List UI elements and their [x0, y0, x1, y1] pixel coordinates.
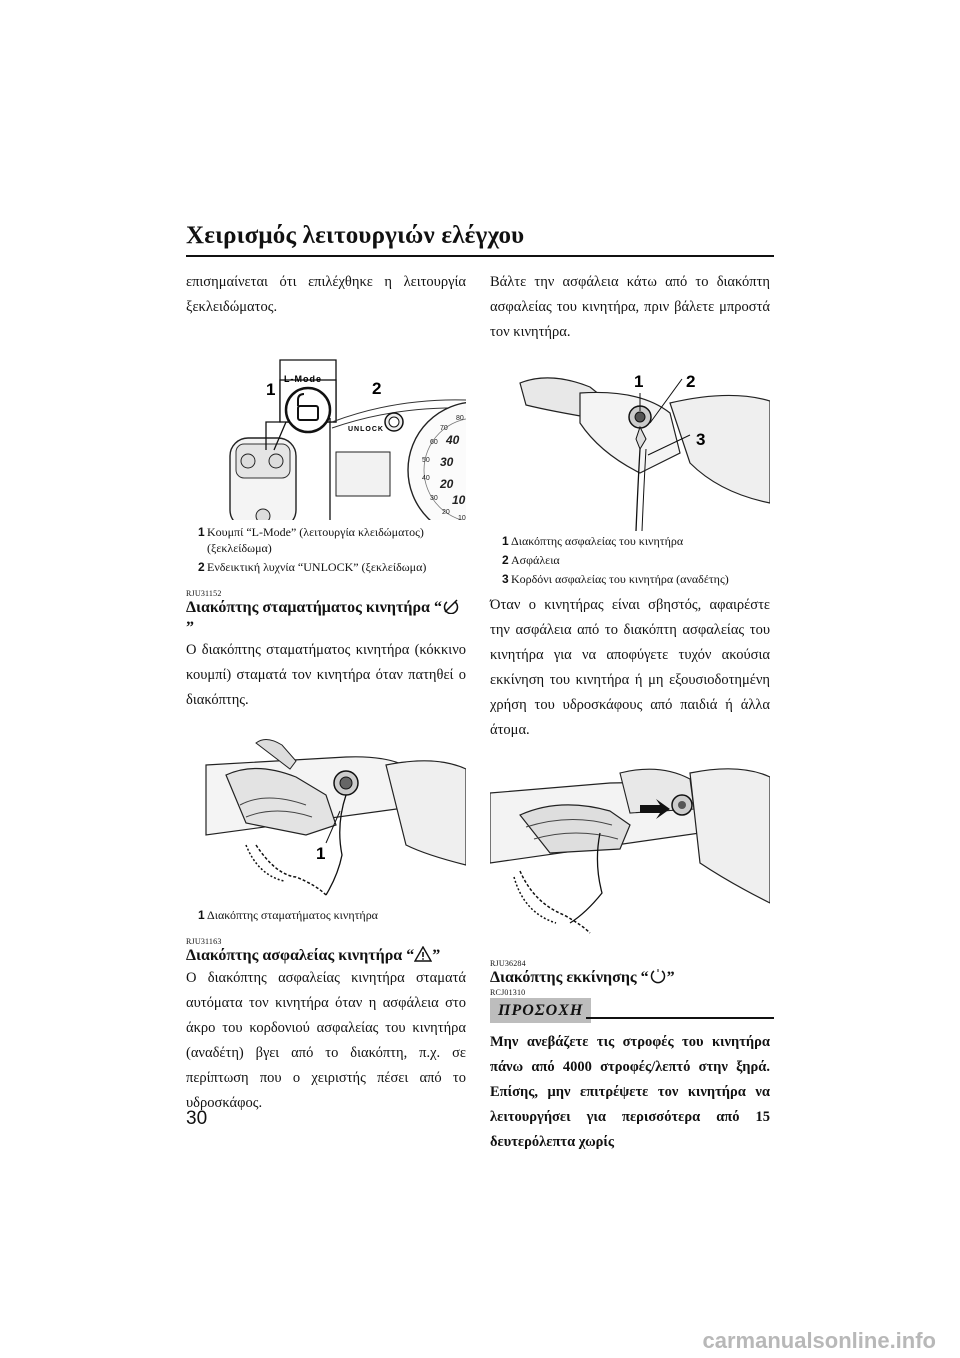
section-heading-start-switch [490, 968, 770, 988]
stop-switch-paragraph: Ο διακόπτης σταματήματος κινητήρα (κόκκινο κουμπί) σταματά τον κινητήρα όταν πατηθεί ο διακόπτης. [186, 642, 466, 708]
left-column [186, 270, 466, 1116]
svg-text:40: 40 [446, 433, 460, 447]
fig1-label-1: 1 [266, 380, 276, 399]
fig1-captions [186, 524, 466, 575]
safety-lanyard-icon [414, 946, 432, 962]
figure-lanyard-clip [490, 353, 770, 531]
page-number: 30 [186, 1108, 208, 1129]
heading-text: ” [432, 947, 441, 964]
caution-paragraph: Μην ανεβάζετε τις στροφές του κινητήρα πάνω από 4000 στροφές/λεπτό στην ξηρά. Επίσης, μην επιτρέψετε τον κινητήρα να λειτουργήσει για περισσότερα από 15 δευτερόλεπτα χωρίς [490, 1034, 770, 1150]
caption-text: Ασφάλεια [511, 553, 560, 567]
heading-text: Διακόπτης σταματήματος κινητήρα “ [186, 599, 442, 616]
caution-rule [586, 1017, 774, 1019]
caption-text: Διακόπτης ασφαλείας του κινητήρα [511, 534, 684, 548]
remote-dashboard-illustration [186, 320, 466, 520]
remove-clip-illustration [490, 753, 770, 953]
fig1-label-unlock: UNLOCK [348, 426, 384, 433]
svg-text:70: 70 [440, 425, 448, 432]
svg-text:10: 10 [452, 493, 466, 507]
caption-num: 2 [198, 560, 205, 574]
engine-stop-icon [442, 598, 460, 614]
caption-num: 1 [502, 534, 509, 548]
heading-text: ” [186, 619, 194, 636]
caption-num: 1 [198, 525, 205, 539]
section-heading-stop-switch [186, 598, 466, 638]
caption-num: 2 [502, 553, 509, 567]
svg-text:40: 40 [422, 475, 430, 482]
page-title: Χειρισμός λειτουργιών ελέγχου [186, 222, 525, 249]
caption-item [186, 524, 466, 556]
safety-switch-paragraph: Ο διακόπτης ασφαλείας κινητήρα σταματά αυτόματα τον κινητήρα όταν η ασφάλεια στο άκρο του κορδονιού ασφαλείας του κινητήρα (αναδέτη) βγει από το διακόπτη, π.χ. σε περίπτωση που ο χειριστής πέσει από το υδροσκάφος. [186, 970, 466, 1111]
fig3-label-2: 2 [686, 372, 696, 391]
svg-text:30: 30 [440, 455, 454, 469]
caption-item [186, 907, 466, 923]
svg-text:60: 60 [430, 439, 438, 446]
header-rule [186, 255, 774, 257]
figure-stop-switch [186, 725, 466, 905]
caution-header [490, 998, 770, 1026]
fig1-label-lmode: L-Mode [284, 374, 322, 384]
caption-text: Διακόπτης σταματήματος κινητήρα [207, 908, 378, 922]
caution-code: RCJ01310 [490, 988, 526, 997]
section-code: RJU31152 [186, 589, 222, 598]
caption-item [490, 552, 770, 568]
heading-text: ” [666, 969, 675, 986]
fig3-label-3: 3 [696, 430, 706, 449]
remove-clip-paragraph: Όταν ο κινητήρας είναι σβηστός, αφαιρέστε την ασφάλεια από το διακόπτη ασφαλείας του κινητήρα για να αποφύγετε τυχόν ακούσια εκκίνηση του κινητήρα ή μη εξουσιοδοτημένη χρήση του υδροσκάφους από παιδιά ή άλλα άτομα. [490, 597, 770, 738]
caption-num: 3 [502, 572, 509, 586]
fig3-captions [490, 533, 770, 587]
caption-text: Κορδόνι ασφαλείας του κινητήρα (αναδέτης) [511, 572, 729, 586]
fig2-label-1: 1 [316, 844, 326, 863]
right-column [490, 270, 770, 1155]
svg-text:30: 30 [430, 495, 438, 502]
section-heading-safety-switch [186, 946, 466, 966]
section-code: RJU36284 [490, 959, 526, 968]
heading-text: Διακόπτης εκκίνησης “ [490, 969, 649, 986]
engine-start-icon [649, 968, 667, 984]
figure-remote-dashboard [186, 320, 466, 520]
footer-watermark [0, 1328, 960, 1354]
fig3-label-1: 1 [634, 372, 644, 391]
stop-switch-illustration [186, 725, 466, 905]
caption-item [490, 533, 770, 549]
fig2-captions [186, 907, 466, 923]
svg-text:80: 80 [456, 415, 464, 422]
svg-text:20: 20 [440, 477, 454, 491]
svg-text:10: 10 [458, 515, 466, 520]
lanyard-clip-illustration [490, 353, 770, 531]
intro-paragraph-right: Βάλτε την ασφάλεια κάτω από το διακόπτη ασφαλείας του κινητήρα, πριν βάλετε μπροστά τον κινητήρα. [490, 274, 770, 340]
caption-num: 1 [198, 908, 205, 922]
svg-text:20: 20 [442, 509, 450, 516]
caution-label: ΠΡΟΣΟΧΗ [490, 998, 591, 1023]
caption-text: Ενδεικτική λυχνία “UNLOCK” (ξεκλείδωμα) [207, 560, 427, 574]
figure-remove-clip [490, 753, 770, 953]
caption-item [490, 571, 770, 587]
caption-text: Κουμπί “L-Mode” (λειτουργία κλειδώματος) (ξεκλείδωμα) [207, 525, 424, 555]
fig1-label-2: 2 [372, 379, 382, 398]
caption-item [186, 559, 466, 575]
section-code: RJU31163 [186, 937, 222, 946]
svg-text:50: 50 [422, 457, 430, 464]
intro-paragraph: επισημαίνεται ότι επιλέχθηκε η λειτουργία ξεκλειδώματος. [186, 274, 466, 315]
footer-text: carmanualsonline.info [702, 1328, 936, 1353]
heading-text: Διακόπτης ασφαλείας κινητήρα “ [186, 947, 415, 964]
